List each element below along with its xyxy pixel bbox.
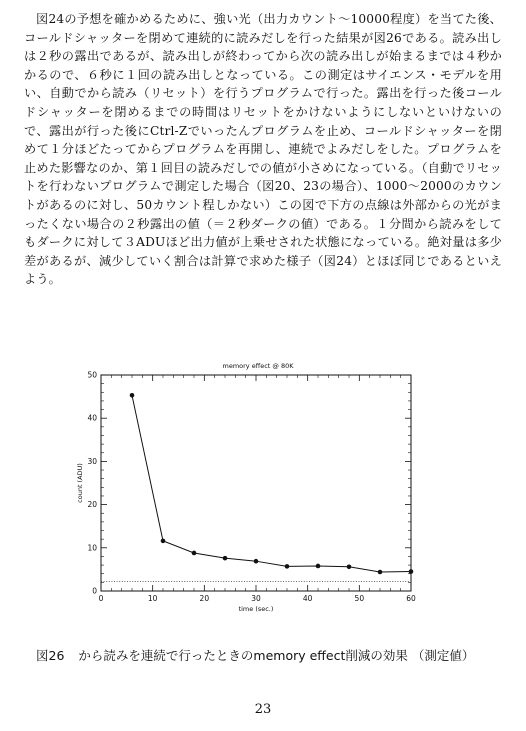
x-tick-label: 10: [147, 594, 158, 603]
y-tick-label: 50: [87, 370, 97, 380]
y-tick-label: 40: [87, 413, 97, 423]
data-point: [161, 539, 166, 544]
data-point: [223, 556, 228, 561]
data-point: [409, 569, 414, 574]
axis-ticks: [101, 375, 411, 591]
chart-title: memory effect @ 80K: [222, 362, 294, 370]
axis-tick-labels: [87, 371, 416, 604]
data-markers: [130, 393, 414, 574]
figure-caption-text: から読みを連続で行ったときのmemory effect削減の効果 （測定値）: [78, 648, 475, 663]
x-tick-label: 30: [251, 594, 261, 603]
series-lines: [101, 395, 411, 581]
x-axis-label: time (sec.): [238, 605, 274, 613]
data-point: [347, 565, 352, 570]
y-tick-label: 0: [92, 586, 97, 596]
memory-effect-chart: [70, 355, 420, 620]
y-tick-label: 20: [87, 500, 97, 510]
body-paragraph: 図24の予想を確かめるために、強い光（出力カウント〜10000程度）を当てた後、コールドシャッターを閉めて連続的に読みだしを行った結果が図26である。読み出しは２秒の露出であるが、読み出しが終わってから次の読み出しが始まるまでは４秒かかるので、６秒に１回の読み出しとなっている。この測定はサイエンス・モデルを用い、自動でから読み（リセット）を行うプログラムで行った。露出を行った後コールドシャッターを閉めるまでの時間はリセットをかけないようにしないといけないので、露出が行った後にCtrl-Zでいったんプログラムを止め、コールドシャッターを閉めて１分ほどたってからプログラムを再開し、連続でよみだしをした。プログラムを止めた影響なのか、第１回目の読みだしでの値が小さめになっている。（自動でリセットを行わないプログラムで測定した場合（図20、23の場合）、1000〜2000のカウントがあるのに対し、50カウント程しかない）この図で下方の点線は外部からの光がまったくない場合の２秒露出の値（＝２秒ダークの値）である。１分間から読みをしてもダークに対して３ADUほど出力値が上乗せされた状態になっている。絶対量は多少差があるが、減少していく割合は計算で求めた様子（図24）とほぼ同じであるといえよう。: [24, 12, 502, 287]
y-axis-label: count (ADU): [76, 463, 84, 503]
x-tick-label: 50: [354, 594, 365, 603]
data-point: [254, 559, 259, 564]
data-point: [130, 393, 135, 398]
data-point: [316, 564, 321, 569]
x-tick-label: 40: [302, 594, 313, 603]
figure-caption: [24, 646, 502, 664]
figure-number: 図26: [36, 648, 65, 663]
page-number: 23: [254, 702, 272, 717]
data-point: [285, 564, 290, 569]
x-tick-label: 60: [406, 594, 416, 603]
measured-series-line: [132, 395, 411, 572]
x-tick-label: 0: [98, 594, 104, 603]
data-point: [192, 551, 197, 556]
x-tick-label: 20: [199, 594, 210, 603]
y-tick-label: 10: [87, 543, 97, 553]
y-tick-label: 30: [87, 456, 97, 466]
plot-frame: [101, 375, 411, 591]
data-point: [378, 570, 383, 575]
